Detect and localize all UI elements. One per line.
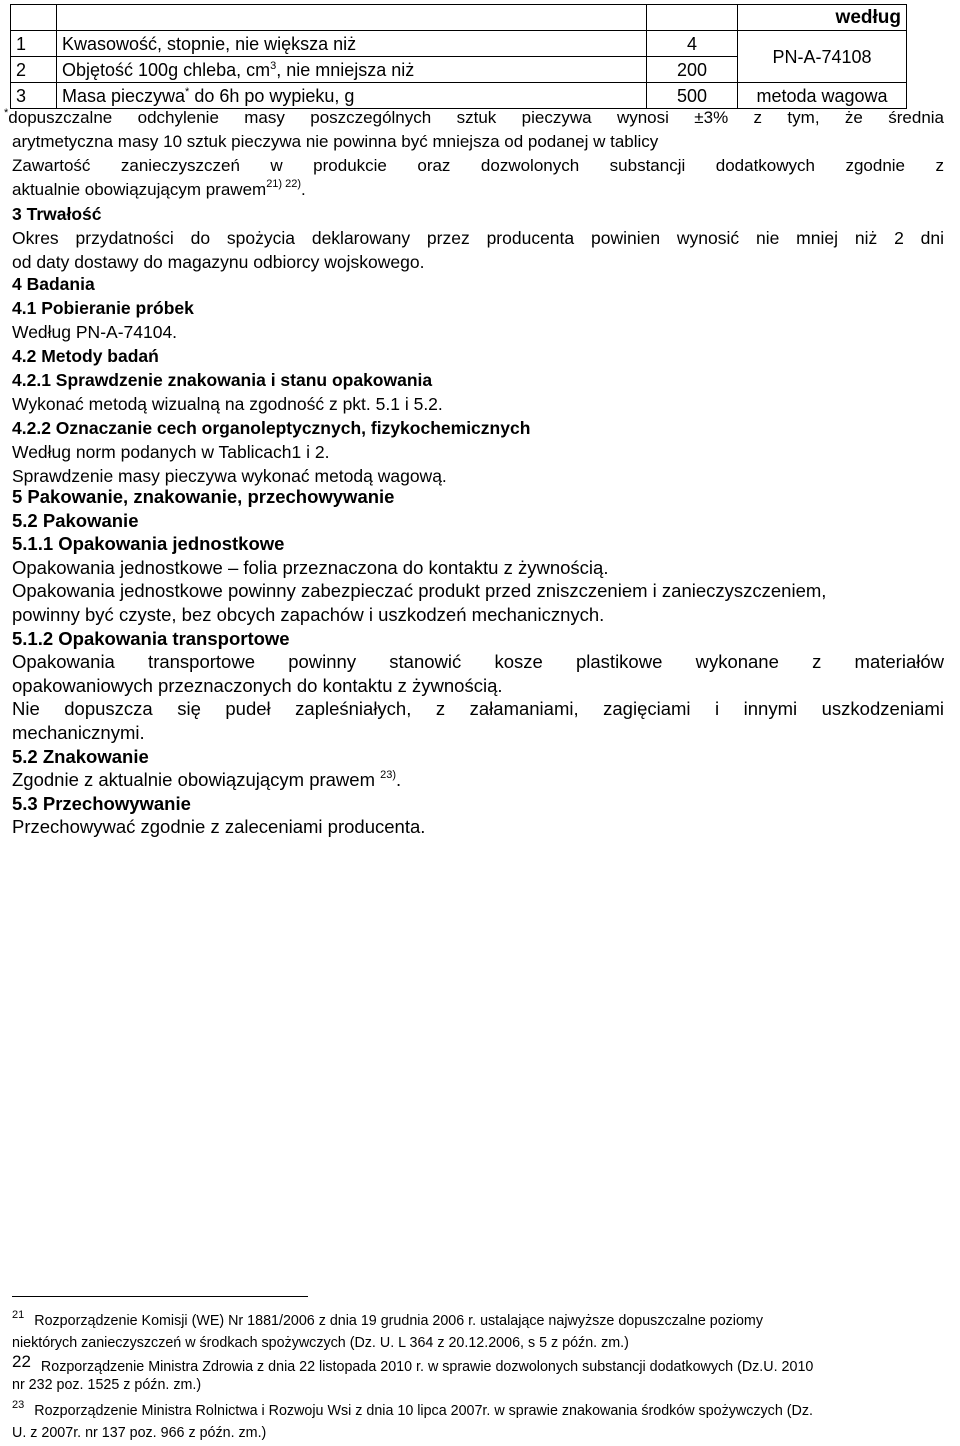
section-4 [12, 272, 944, 488]
unit-superscript: 3 [270, 59, 277, 72]
table-row [11, 31, 907, 57]
row-number: 3 [11, 83, 57, 109]
subsection-heading: 5.2 Pakowanie [12, 509, 139, 531]
parameter-text: , nie mniejsza niż [276, 59, 415, 80]
paragraph-text: Zgodnie z aktualnie obowiązującym prawem [12, 769, 375, 791]
method-weight: metoda wagowa [738, 83, 907, 109]
paragraph-text: . [396, 769, 402, 791]
section-3 [12, 202, 944, 274]
note-text: aktualnie obowiązującym prawem [12, 180, 267, 199]
footnote-text: Rozporządzenie Ministra Zdrowia z dnia 22 listopada 2010 r. w sprawie dozwolonych substancji dodatkowych (Dz.U. 2010 [40, 1359, 814, 1375]
footnote-line: niektórych zanieczyszczeń w środkach spożywczych (Dz. U. L 364 z 20.12.2006, s 5 z późn. zm.) [12, 1335, 629, 1351]
subsection-heading: 4.1 Pobieranie próbek [12, 298, 194, 318]
paragraph-line: mechanicznymi. [12, 721, 145, 743]
footnote-reference: 21) 22) [266, 178, 302, 190]
footnote-number: 22 [12, 1352, 31, 1371]
parameter-text: Masa pieczywa [62, 85, 186, 106]
row-parameter: Kwasowość, stopnie, nie większa niż [57, 31, 647, 57]
footnote-line [12, 1400, 946, 1422]
mass-tolerance-note [4, 106, 944, 202]
note-line: Zawartość zanieczyszczeń w produkcie oraz dozwolonych substancji dodatkowych zgodnie z [12, 156, 944, 175]
row-parameter [57, 57, 647, 83]
footnote-number: 23 [12, 1399, 25, 1411]
footnote-line: U. z 2007r. nr 137 poz. 966 z późn. zm.) [12, 1425, 267, 1441]
parameter-text: do 6h po wypieku, g [189, 85, 355, 106]
row-number: 1 [11, 31, 57, 57]
method-norm: PN-A-74108 [738, 31, 907, 83]
section-5 [12, 485, 944, 839]
section-heading: 4 Badania [12, 274, 95, 294]
note-text: . [301, 180, 306, 199]
paragraph-line: Według norm podanych w Tablicach1 i 2. [12, 442, 330, 462]
row-value: 200 [647, 57, 738, 83]
note-line [12, 178, 944, 202]
paragraph-line: Wykonać metodą wizualną na zgodność z pkt. 5.1 i 5.2. [12, 394, 443, 414]
section-heading: 3 Trwałość [12, 204, 102, 224]
footnote-23 [12, 1400, 946, 1444]
row-value: 500 [647, 83, 738, 109]
footnote-text: Rozporządzenie Ministra Rolnictwa i Rozwoju Wsi z dnia 10 lipca 2007r. w sprawie znakowania środków spożywczych (Dz. [34, 1403, 813, 1419]
table-header-row [11, 5, 907, 31]
row-value: 4 [647, 31, 738, 57]
requirements-table [10, 4, 907, 109]
table-cell [11, 5, 57, 31]
note-text: dopuszczalne odchylenie masy poszczególnych sztuk pieczywa wynosi ±3% z tym, że średnia [8, 108, 944, 127]
paragraph-line: Opakowania jednostkowe powinny zabezpieczać produkt przed zniszczeniem i zanieczyszczeniem, [12, 580, 827, 602]
footnote-22 [12, 1352, 946, 1396]
footnote-line [12, 1310, 946, 1332]
table-cell [57, 5, 647, 31]
footnote-text: Rozporządzenie Komisji (WE) Nr 1881/2006 z dnia 19 grudnia 2006 r. ustalające najwyższe dopuszczalne poziomy [34, 1313, 763, 1329]
subsection-heading: 5.3 Przechowywanie [12, 792, 191, 814]
footnote-line: nr 232 poz. 1525 z późn. zm.) [12, 1377, 202, 1393]
footnote-number: 21 [12, 1309, 25, 1321]
note-line [4, 106, 944, 130]
subsection-heading: 4.2.2 Oznaczanie cech organoleptycznych, fizykochemicznych [12, 418, 531, 438]
paragraph-line: Okres przydatności do spożycia deklarowany przez producenta powinien wynosić nie mniej niż 2 dni [12, 228, 944, 248]
table-cell [647, 5, 738, 31]
paragraph-line: od daty dostawy do magazynu odbiorcy wojskowego. [12, 252, 425, 272]
section-heading: 5 Pakowanie, znakowanie, przechowywanie [12, 486, 395, 507]
row-parameter [57, 83, 647, 109]
footnote-reference: 23) [380, 769, 397, 782]
row-number: 2 [11, 57, 57, 83]
footnote-separator [12, 1296, 308, 1297]
footnote-line [12, 1352, 946, 1374]
paragraph-line: Opakowania transportowe powinny stanowić kosze plastikowe wykonane z materiałów [12, 651, 944, 673]
subsection-heading: 5.1.2 Opakowania transportowe [12, 627, 290, 649]
subsection-heading: 5.1.1 Opakowania jednostkowe [12, 533, 285, 555]
paragraph-line: Według PN-A-74104. [12, 322, 178, 342]
note-line: arytmetyczna masy 10 sztuk pieczywa nie powinna być mniejsza od podanej w tablicy [12, 132, 659, 151]
method-header: według [738, 5, 907, 31]
paragraph-line: opakowaniowych przeznaczonych do kontaktu z żywnością. [12, 674, 503, 696]
paragraph-line: Sprawdzenie masy pieczywa wykonać metodą wagową. [12, 466, 447, 486]
asterisk-marker: * [185, 85, 190, 98]
asterisk-marker: * [4, 107, 9, 119]
paragraph-line: Nie dopuszcza się pudeł zapleśniałych, z załamaniami, zagięciami i innymi uszkodzeniami [12, 698, 944, 720]
subsection-heading: 4.2.1 Sprawdzenie znakowania i stanu opakowania [12, 370, 433, 390]
paragraph-line: powinny być czyste, bez obcych zapachów i uszkodzeń mechanicznych. [12, 603, 605, 625]
paragraph-line: Opakowania jednostkowe – folia przeznaczona do kontaktu z żywnością. [12, 556, 609, 578]
footnote-21 [12, 1310, 946, 1354]
table-row [11, 83, 907, 109]
parameter-text: Objętość 100g chleba, cm [62, 59, 271, 80]
paragraph-line: Przechowywać zgodnie z zaleceniami producenta. [12, 816, 426, 838]
paragraph-line [12, 768, 944, 792]
subsection-heading: 5.2 Znakowanie [12, 745, 149, 767]
subsection-heading: 4.2 Metody badań [12, 346, 159, 366]
